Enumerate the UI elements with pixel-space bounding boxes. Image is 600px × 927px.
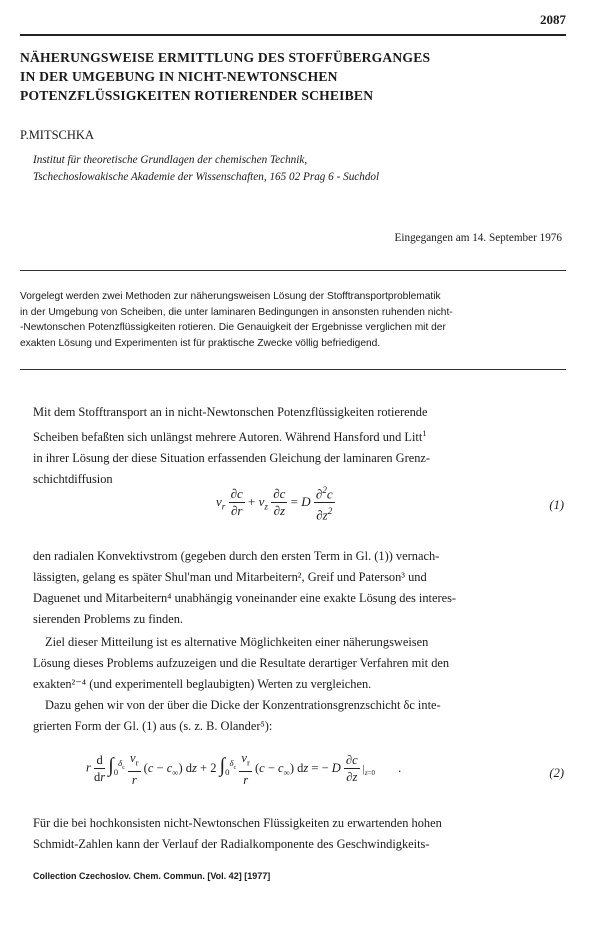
author-name: P.MITSCHKA [20,128,94,142]
equation-2-number: (2) [549,766,564,780]
equation-2: r $\frac{d}{dr}$ $\int_0^{\delta_c}$ $\frac{v_r}{r}$ $(c - c_\infty)$ dz + 2 $\int_0^{\delta_c}$ $\frac{v_r}{r}$ $(c - c_\infty)$ dz = − D $\frac{\partial c}{\partial z}$ $|_{z=0}$ . [86,751,402,787]
abstract-line: exakten Lösung und Experimenten ist für praktische Zwecke völlig befriedigend. [20,337,381,349]
body-line: grierten Form der Gl. (1) aus (s. z. B. Olander⁵): [33,719,273,733]
page-number: 2087 [540,12,566,27]
equation-1-number: (1) [549,498,564,512]
body-line: in ihrer Lösung der diese Situation erfassenden Gleichung der laminaren Grenz- [33,451,431,466]
journal-footer: Collection Czechoslov. Chem. Commun. [Vol. 42] [1977] [33,871,271,881]
article-title [20,48,560,105]
title-line: POTENZFLÜSSIGKEITEN ROTIERENDER SCHEIBEN [20,88,374,103]
body-line-text: Scheiben befaßten sich unlängst mehrere Autoren. Während Hansford und Litt [33,430,423,445]
abstract-rule-bottom [20,369,566,370]
body-line: lässigten, gelang es später Shul'man und Mitarbeitern², Greif und Paterson³ und [33,570,427,584]
paragraph-approach [33,695,579,737]
paragraph-intro [33,402,567,490]
equation-1: $v_r$ $\frac{\partial c}{\partial r}$ + $v_z$ $\frac{\partial c}{\partial z}$ = D $\frac{\partial^2c}{\partial z^2}$ [216,482,335,524]
paragraph-schmidt [33,813,567,855]
abstract-rule-top [20,270,566,271]
body-line: den radialen Konvektivstrom (gegeben durch den ersten Term in Gl. (1)) vernach- [33,549,440,563]
body-line: Dazu gehen wir von der über die Dicke der Konzentrationsgrenzschicht δc inte- [45,698,441,712]
body-line: Lösung dieses Problems aufzuzeigen und die Resultate derartiger Verfahren mit den [33,656,450,670]
title-line: NÄHERUNGSWEISE ERMITTLUNG DES STOFFÜBERGANGES [20,50,431,65]
body-line: exakten²⁻⁴ (und experimentell beglaubigten) Werten zu vergleichen. [33,677,372,691]
abstract [20,289,566,351]
abstract-line: in der Umgebung von Scheiben, die unter laminaren Bedingungen in ansonsten ruhenden nicht- [20,306,453,318]
body-line: schichtdiffusion [33,472,113,487]
header-rule [20,34,566,36]
body-line: Schmidt-Zahlen kann der Verlauf der Radialkomponente des Geschwindigkeits- [33,837,430,851]
body-line: Daguenet und Mitarbeitern⁴ unabhängig voneinander eine exakte Lösung des interes- [33,591,457,605]
body-line: Für die bei hochkonsisten nicht-Newtonschen Flüssigkeiten zu erwartenden hohen [33,816,442,830]
body-line: Mit dem Stofftransport an in nicht-Newtonschen Potenzflüssigkeiten rotierende [33,405,428,419]
title-line: IN DER UMGEBUNG IN NICHT-NEWTONSCHEN [20,69,338,84]
citation-superscript: 1 [422,428,427,438]
body-line: Ziel dieser Mitteilung ist es alternative Möglichkeiten einer näherungsweisen [45,635,429,649]
affiliation-line: Institut für theoretische Grundlagen der chemischen Technik, [33,154,308,166]
abstract-line: -Newtonschen Potenzflüssigkeiten rotieren. Die Genauigkeit der Ergebnisse verglichen mit der [20,322,446,333]
paragraph-aim [33,632,579,695]
abstract-line: Vorgelegt werden zwei Methoden zur näherungsweisen Lösung der Stofftransportproblematik [20,291,441,302]
body-line [33,423,567,448]
paragraph-methods [33,546,567,630]
body-line: sierenden Problems zu finden. [33,612,184,626]
received-date: Eingegangen am 14. September 1976 [394,232,562,244]
affiliation-line: Tschechoslowakische Akademie der Wissenschaften, 165 02 Prag 6 - Suchdol [33,171,380,183]
author-affiliation [33,152,379,186]
